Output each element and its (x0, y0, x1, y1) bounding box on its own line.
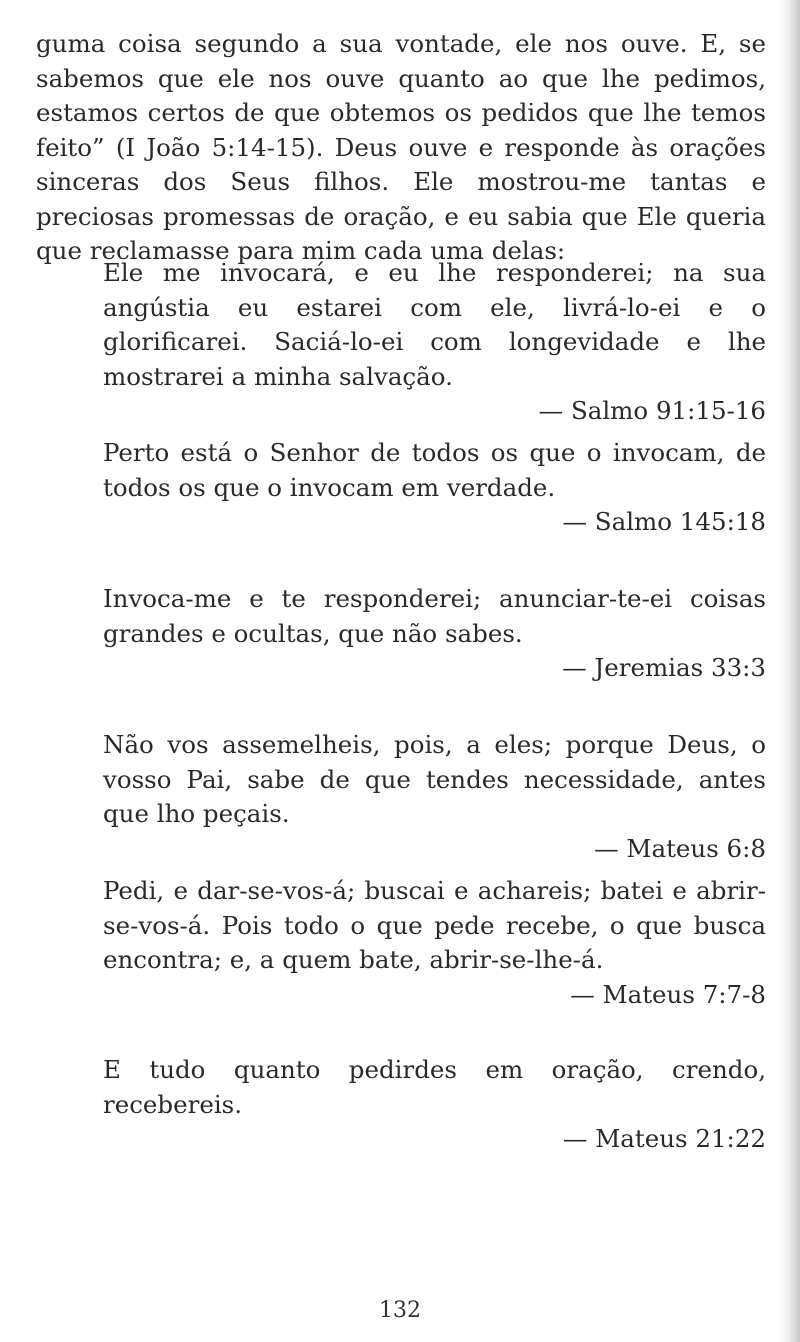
quote-block (103, 874, 766, 1012)
quote-block (103, 436, 766, 540)
quote-text: E tudo quanto pedirdes em oração, crendo, recebereis. (103, 1055, 766, 1119)
intro-paragraph: guma coisa segundo a sua vontade, ele nos ouve. E, se sabemos que ele nos ouve quanto ao que lhe pedimos, estamos certos de que obtemos os pedidos que lhe temos feito” (I João 5:14-15). Deus ouve e responde às orações sinceras dos Seus filhos. Ele mostrou-me tantas e preciosas promessas de oração, e eu sabia que Ele queria que reclamasse para mim cada uma delas: (36, 29, 766, 265)
quote-text: Pedi, e dar-se-vos-á; buscai e achareis; batei e abrir-se-vos-á. Pois todo o que pede recebe, o que busca encontra; e, a quem bate, abrir-se-lhe-á. (103, 876, 766, 974)
quote-block (103, 1053, 766, 1157)
quote-text: Ele me invocará, e eu lhe responderei; na sua angústia eu estarei com ele, livrá-lo-ei e o glorificarei. Saciá-lo-ei com longevidade e lhe mostrarei a minha salvação. (103, 258, 766, 391)
quote-reference: — Mateus 21:22 (562, 1124, 766, 1153)
quote-reference: — Salmo 91:15-16 (538, 396, 766, 425)
quote-text: Perto está o Senhor de todos os que o invocam, de todos os que o invocam em verdade. (103, 438, 766, 502)
quote-text: Invoca-me e te responderei; anunciar-te-ei coisas grandes e ocultas, que não sabes. (103, 584, 766, 648)
quote-reference: — Mateus 6:8 (594, 833, 766, 863)
quote-reference: — Mateus 7:7-8 (570, 979, 766, 1009)
quote-text: Não vos assemelheis, pois, a eles; porque Deus, o vosso Pai, sabe de que tendes necessidade, antes que lho peçais. (103, 730, 766, 828)
quote-reference: — Salmo 145:18 (562, 507, 766, 536)
quote-block (103, 728, 766, 866)
page-number: 132 (379, 1298, 421, 1323)
quote-block (103, 256, 766, 429)
quote-reference: — Jeremias 33:3 (562, 653, 766, 682)
quote-block (103, 582, 766, 686)
page-edge-shadow (778, 0, 800, 1342)
